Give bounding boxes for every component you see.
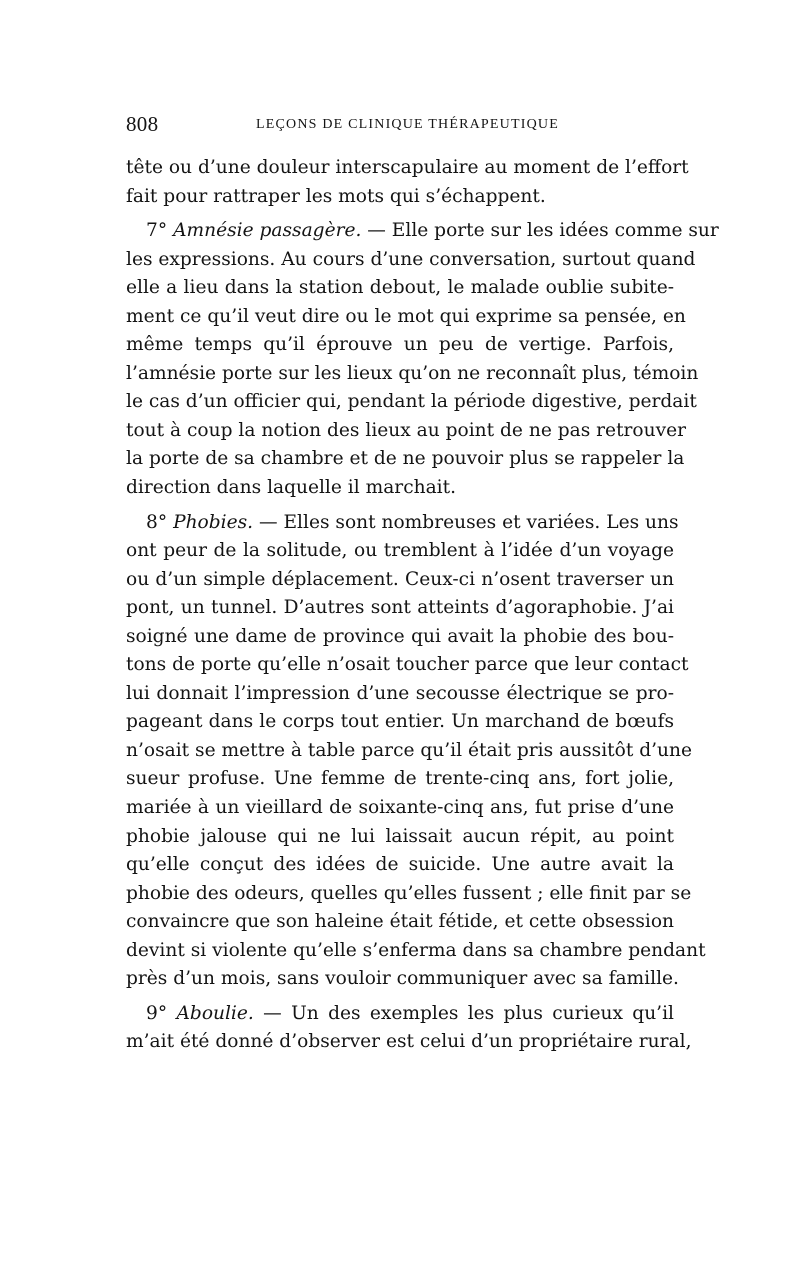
text-line: phobie des odeurs, quelles qu’elles fussent ; elle finit par se bbox=[126, 882, 692, 904]
text-line: elle a lieu dans la station debout, le malade oublie subite- bbox=[126, 277, 674, 299]
paragraph-amnesie bbox=[126, 217, 719, 502]
text-line: mariée à un vieillard de soixante-cinq ans, fut prise d’une bbox=[126, 797, 674, 819]
text-line: les expressions. Au cours d’une conversation, surtout quand bbox=[126, 248, 696, 270]
text-run: — Elle porte sur les idées comme sur bbox=[367, 220, 719, 242]
text-run: — Un des exemples les plus curieux qu’il bbox=[263, 1002, 674, 1024]
text-line: tout à coup la notion des lieux au point de ne pas retrouver bbox=[126, 419, 686, 441]
text-line: ou d’un simple déplacement. Ceux-ci n’osent traverser un bbox=[126, 568, 674, 590]
section-title: Amnésie passagère. bbox=[173, 220, 362, 242]
text-line: même temps qu’il éprouve un peu de vertige. Parfois, bbox=[126, 334, 674, 356]
text-line: ont peur de la solitude, ou tremblent à l’idée d’un voyage bbox=[126, 540, 674, 562]
text-line: lui donnait l’impression d’une secousse électrique se pro- bbox=[126, 682, 674, 704]
section-title: Aboulie. bbox=[176, 1002, 254, 1024]
text-line: tête ou d’une douleur interscapulaire au moment de l’effort bbox=[126, 157, 689, 178]
text-line: devint si violente qu’elle s’enferma dans sa chambre pendant bbox=[126, 939, 706, 961]
text-line: n’osait se mettre à table parce qu’il était pris aussitôt d’une bbox=[126, 739, 692, 761]
text-line: soigné une dame de province qui avait la phobie des bou- bbox=[126, 625, 674, 647]
text-line: phobie jalouse qui ne lui laissait aucun répit, au point bbox=[126, 825, 674, 847]
paragraph-continuation bbox=[126, 154, 689, 211]
text-line: direction dans laquelle il marchait. bbox=[126, 477, 457, 499]
text-line: tons de porte qu’elle n’osait toucher parce que leur contact bbox=[126, 654, 689, 676]
text-line: pont, un tunnel. D’autres sont atteints d’agoraphobie. J’ai bbox=[126, 597, 674, 619]
section-title: Phobies. bbox=[173, 511, 254, 533]
text-line: m’ait été donné d’observer est celui d’un propriétaire rural, bbox=[126, 1031, 692, 1053]
section-number: 9° bbox=[146, 1002, 168, 1024]
text-line bbox=[126, 1000, 674, 1029]
text-line: le cas d’un officier qui, pendant la période digestive, perdait bbox=[126, 391, 697, 413]
text-line: sueur profuse. Une femme de trente-cinq ans, fort jolie, bbox=[126, 768, 674, 790]
text-run: — Elles sont nombreuses et variées. Les uns bbox=[258, 511, 679, 533]
paragraph-aboulie bbox=[126, 1000, 692, 1057]
text-line: pageant dans le corps tout entier. Un marchand de bœufs bbox=[126, 711, 674, 733]
running-title: LEÇONS DE CLINIQUE THÉRAPEUTIQUE bbox=[256, 117, 559, 132]
text-line bbox=[126, 217, 719, 246]
page-header bbox=[126, 112, 674, 140]
text-line: qu’elle conçut des idées de suicide. Une autre avait la bbox=[126, 854, 674, 876]
book-page bbox=[126, 112, 719, 1057]
text-line: ment ce qu’il veut dire ou le mot qui exprime sa pensée, en bbox=[126, 305, 686, 327]
text-line bbox=[126, 509, 679, 538]
text-line: près d’un mois, sans vouloir communiquer avec sa famille. bbox=[126, 968, 679, 990]
text-line: convaincre que son haleine était fétide, et cette obsession bbox=[126, 911, 674, 933]
text-line: l’amnésie porte sur les lieux qu’on ne reconnaît plus, témoin bbox=[126, 362, 699, 384]
text-line: fait pour rattraper les mots qui s’échappent. bbox=[126, 185, 546, 207]
text-line: la porte de sa chambre et de ne pouvoir plus se rappeler la bbox=[126, 448, 685, 470]
section-number: 7° bbox=[146, 220, 168, 242]
section-number: 8° bbox=[146, 511, 168, 533]
paragraph-phobies bbox=[126, 509, 706, 994]
body-text bbox=[126, 154, 719, 1057]
page-number: 808 bbox=[126, 112, 159, 136]
